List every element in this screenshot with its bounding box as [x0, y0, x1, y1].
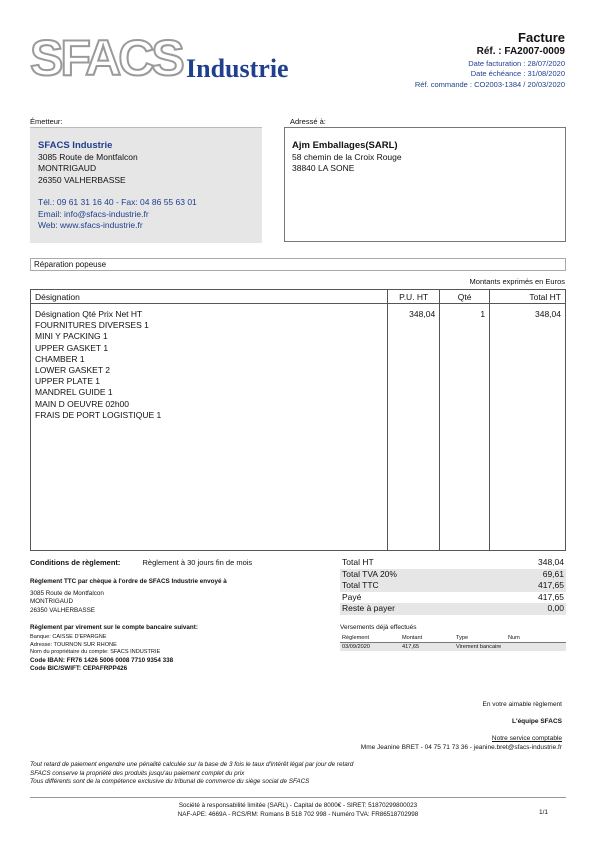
emetteur-name: SFACS Industrie [38, 140, 113, 151]
total-cell: 348,04 [490, 304, 566, 551]
cheque-line: 26350 VALHERBASSE [30, 606, 95, 614]
payment-conditions [30, 558, 252, 673]
designation-line: LOWER GASKET 2 [35, 365, 110, 376]
conditions-label: Conditions de règlement: [30, 558, 121, 567]
legal-line: SFACS conserve la propriété des produits jusqu'au paiement complet du prix [30, 769, 245, 777]
versements-col: Num [506, 634, 566, 643]
accounting-contact: Mme Jeanine BRET - 04 75 71 73 36 - jeanine.bret@sfacs-industrie.fr [360, 744, 562, 751]
reste-row [340, 603, 566, 615]
footer [30, 797, 566, 819]
destinataire-name: Ajm Emballages(SARL) [292, 140, 398, 151]
emetteur-address-2: MONTRIGAUD [38, 163, 97, 173]
table-row [31, 304, 566, 551]
date-echeance: Date échéance : 31/08/2020 [470, 68, 565, 78]
total-value: 0,00 [547, 603, 564, 613]
accounting-service: Notre service comptable [491, 735, 562, 742]
greeting: En votre aimable règlement [482, 701, 562, 708]
designation-cell [31, 304, 388, 551]
destinataire-label: Adressé à: [290, 117, 326, 126]
designation-line: Désignation Qté Prix Net HT [35, 309, 143, 319]
destinataire-address-1: 58 chemin de la Croix Rouge [292, 151, 402, 162]
bank-name: Banque: CAISSE D'EPARGNE [30, 634, 107, 641]
qte-cell: 1 [440, 304, 490, 551]
emetteur-tel: Tél.: 09 61 31 16 40 - Fax: 04 86 55 63 01 [38, 197, 197, 207]
paye-row [340, 592, 566, 604]
designation-line: UPPER GASKET 1 [35, 342, 109, 353]
versement-date: 03/09/2020 [340, 643, 400, 652]
table-row [340, 643, 566, 652]
ref-commande: Réf. commande : CO2003-1384 / 20/03/2020 [414, 80, 565, 89]
destinataire-box [284, 127, 566, 242]
designation-line: MINI Y PACKING 1 [35, 331, 108, 342]
versements-col: Montant [400, 634, 454, 643]
versements-title: Versements déjà effectués [340, 624, 417, 631]
cheque-line: MONTRIGAUD [30, 598, 74, 606]
invoice-header [415, 30, 565, 90]
emetteur-address-3: 26350 VALHERBASSE [38, 174, 126, 185]
designation-line: CHAMBER 1 [35, 353, 85, 364]
iban: Code IBAN: FR76 1426 5006 0008 7710 9354 338 [30, 656, 174, 664]
versements-table [340, 634, 566, 651]
total-value: 69,61 [542, 568, 564, 579]
versements-col: Type [454, 634, 506, 643]
total-value: 417,65 [538, 591, 564, 602]
designation-line: FOURNITURES DIVERSES 1 [35, 320, 149, 331]
invoice-title: Facture [518, 30, 565, 45]
total-value: 348,04 [538, 557, 564, 567]
emetteur-address-1: 3085 Route de Montfalcon [38, 151, 138, 162]
footer-line-2: NAF-APE: 4669A - RCS/RM: Romans B 518 702 998 - Numéro TVA: FR86518702998 [177, 811, 419, 818]
total-ht-row [340, 557, 566, 569]
pu-cell: 348,04 [388, 304, 440, 551]
totals-box [340, 557, 566, 615]
total-tva-row [340, 569, 566, 581]
cheque-title: Règlement TTC par chèque à l'ordre de SFACS Industrie envoyé à [30, 578, 227, 585]
emetteur-box [30, 127, 262, 243]
footer-line-1: Société à responsabilité limitée (SARL) - Capital de 8000€ - SIRET: 51870299800023 [178, 802, 418, 809]
total-label: Total TVA 20% [342, 568, 397, 579]
col-total: Total HT [490, 290, 566, 304]
designation-line: UPPER PLATE 1 [35, 376, 101, 387]
emetteur-email[interactable]: Email: info@sfacs-industrie.fr [38, 208, 149, 219]
total-label: Total TTC [342, 580, 379, 590]
account-owner: Nom du propriétaire du compte: SFACS INDUSTRIE [30, 649, 161, 656]
emetteur-web[interactable]: Web: www.sfacs-industrie.fr [38, 220, 143, 230]
items-table [30, 289, 566, 551]
total-label: Total HT [342, 557, 374, 567]
versement-montant: 417,65 [400, 643, 454, 652]
invoice-subject: Réparation popeuse [30, 258, 566, 271]
versement-type: Virement bancaire [454, 643, 506, 652]
items-header-row [31, 290, 566, 304]
team-name: L'équipe SFACS [512, 718, 562, 725]
versements-box [340, 624, 566, 651]
virement-title: Règlement par virement sur le compte bancaire suivant: [30, 623, 198, 631]
designation-line: MAIN D OEUVRE 02h00 [35, 398, 130, 409]
legal-line: Tous différents sont de la compétence exclusive du tribunal de commerce du siège social de SFACS [30, 778, 310, 786]
col-qte: Qté [440, 290, 490, 304]
col-designation: Désignation [31, 290, 388, 304]
col-pu: P.U. HT [388, 290, 440, 304]
versements-col: Règlement [340, 634, 400, 643]
page-number: 1/1 [538, 809, 548, 816]
versement-num [506, 643, 566, 652]
legal-notes [30, 761, 353, 787]
emetteur-label: Émetteur: [30, 117, 63, 126]
company-logo [30, 32, 320, 84]
logo-industrie-text: Industrie [186, 54, 289, 83]
destinataire-address-2: 38840 LA SONE [292, 163, 355, 173]
total-ttc-row [340, 580, 566, 592]
invoice-ref: Réf. : FA2007-0009 [476, 46, 565, 57]
designation-line: FRAIS DE PORT LOGISTIQUE 1 [35, 409, 162, 420]
legal-line: Tout retard de paiement engendre une pénalité calculée sur la base de 3 fois le taux d'intérêt légal par jour de retard [30, 761, 354, 768]
bank-address: Adresse: TOURNON SUR RHONE [30, 641, 117, 648]
total-label: Reste à payer [342, 603, 395, 613]
total-label: Payé [342, 591, 362, 602]
cheque-line: 3085 Route de Montfalcon [30, 590, 104, 598]
versements-header-row [340, 634, 566, 643]
designation-line: MANDREL GUIDE 1 [35, 387, 113, 398]
conditions-value: Règlement à 30 jours fin de mois [142, 558, 253, 567]
logo-sfacs-text: SFACS [30, 30, 182, 86]
total-value: 417,65 [538, 580, 564, 590]
date-facturation: Date facturation : 28/07/2020 [468, 59, 565, 68]
bic: Code BIC/SWIFT: CEPAFRPP426 [30, 664, 128, 672]
currency-note: Montants exprimés en Euros [469, 277, 565, 286]
